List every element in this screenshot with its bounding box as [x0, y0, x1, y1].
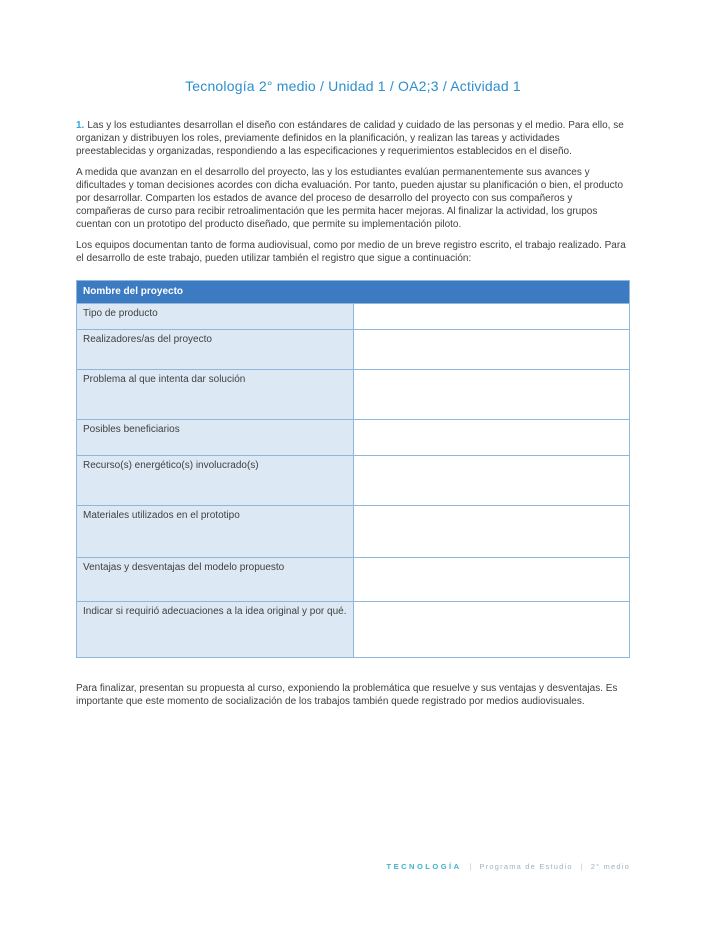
page-title: Tecnología 2° medio / Unidad 1 / OA2;3 / Actividad 1 — [185, 78, 521, 94]
table-row-prototype-materials — [77, 505, 630, 557]
row-label: Indicar si requirió adecuaciones a la idea original y por qué. — [77, 601, 354, 657]
row-value-cell — [353, 505, 630, 557]
row-value-cell — [353, 369, 630, 419]
row-value-cell — [353, 329, 630, 369]
activity-number: 1. — [76, 120, 85, 131]
table-header-row — [77, 281, 630, 304]
row-label: Posibles beneficiarios — [77, 419, 354, 455]
footer-program-label: Programa de Estudio — [479, 862, 573, 871]
row-label: Problema al que intenta dar solución — [77, 369, 354, 419]
table-row-idea-adjustments — [77, 601, 630, 657]
table-row-product-type — [77, 303, 630, 329]
table-row-problem-addressed — [77, 369, 630, 419]
row-label: Materiales utilizados en el prototipo — [77, 505, 354, 557]
row-value-cell — [353, 601, 630, 657]
project-record-table — [76, 280, 630, 658]
footer-separator: | — [580, 862, 583, 871]
row-value-cell — [353, 557, 630, 601]
row-label: Realizadores/as del proyecto — [77, 329, 354, 369]
row-value-cell — [353, 303, 630, 329]
row-value-cell — [353, 419, 630, 455]
row-label: Tipo de producto — [77, 303, 354, 329]
table-header-project-name: Nombre del proyecto — [77, 281, 630, 304]
table-row-beneficiaries — [77, 419, 630, 455]
closing-paragraph: Para finalizar, presentan su propuesta al curso, exponiendo la problemática que resuelve y sus ventajas y desventajas. Es importante que este momento de socialización de los trabajos también quede registrado por medios audiovisuales. — [76, 682, 618, 707]
footer-separator: | — [469, 862, 472, 871]
paragraph-1 — [76, 119, 630, 159]
paragraph-1-text: Las y los estudiantes desarrollan el diseño con estándares de calidad y cuidado de las personas y el medio. Para ello, se organizan y distribuyen los roles, previamente definidos en la planificación, y realizan las tareas y actividades preestablecidas y organizadas, respondiendo a las especificaciones y requerimientos establecidos en el diseño. — [76, 120, 624, 158]
row-label: Ventajas y desventajas del modelo propuesto — [77, 557, 354, 601]
footer-brand: TECNOLOGÍA — [386, 862, 462, 871]
table-row-energy-resources — [77, 455, 630, 505]
row-value-cell — [353, 455, 630, 505]
row-label: Recurso(s) energético(s) involucrado(s) — [77, 455, 354, 505]
paragraph-3: Los equipos documentan tanto de forma audiovisual, como por medio de un breve registro escrito, el trabajo realizado. Para el desarrollo de este trabajo, pueden utilizar también el registro que sigue a continuación: — [76, 239, 626, 264]
table-row-project-makers — [77, 329, 630, 369]
page-footer — [387, 862, 630, 871]
paragraph-2: A medida que avanzan en el desarrollo del proyecto, las y los estudiantes evalúan permanentemente sus avances y dificultades y toman decisiones acordes con dicha evaluación. Por tanto, pueden ajustar su planificación o bien, el producto por desarrollar. Comparten los estados de avance del proceso de desarrollo del proyecto con sus compañeros y compañeras de curso para recibir retroalimentación que les permita hacer mejoras. Al finalizar la actividad, los grupos cuentan con un prototipo del producto diseñado, que permite su implementación piloto. — [76, 166, 624, 231]
table-row-advantages-disadvantages — [77, 557, 630, 601]
footer-grade-label: 2° medio — [590, 862, 630, 871]
